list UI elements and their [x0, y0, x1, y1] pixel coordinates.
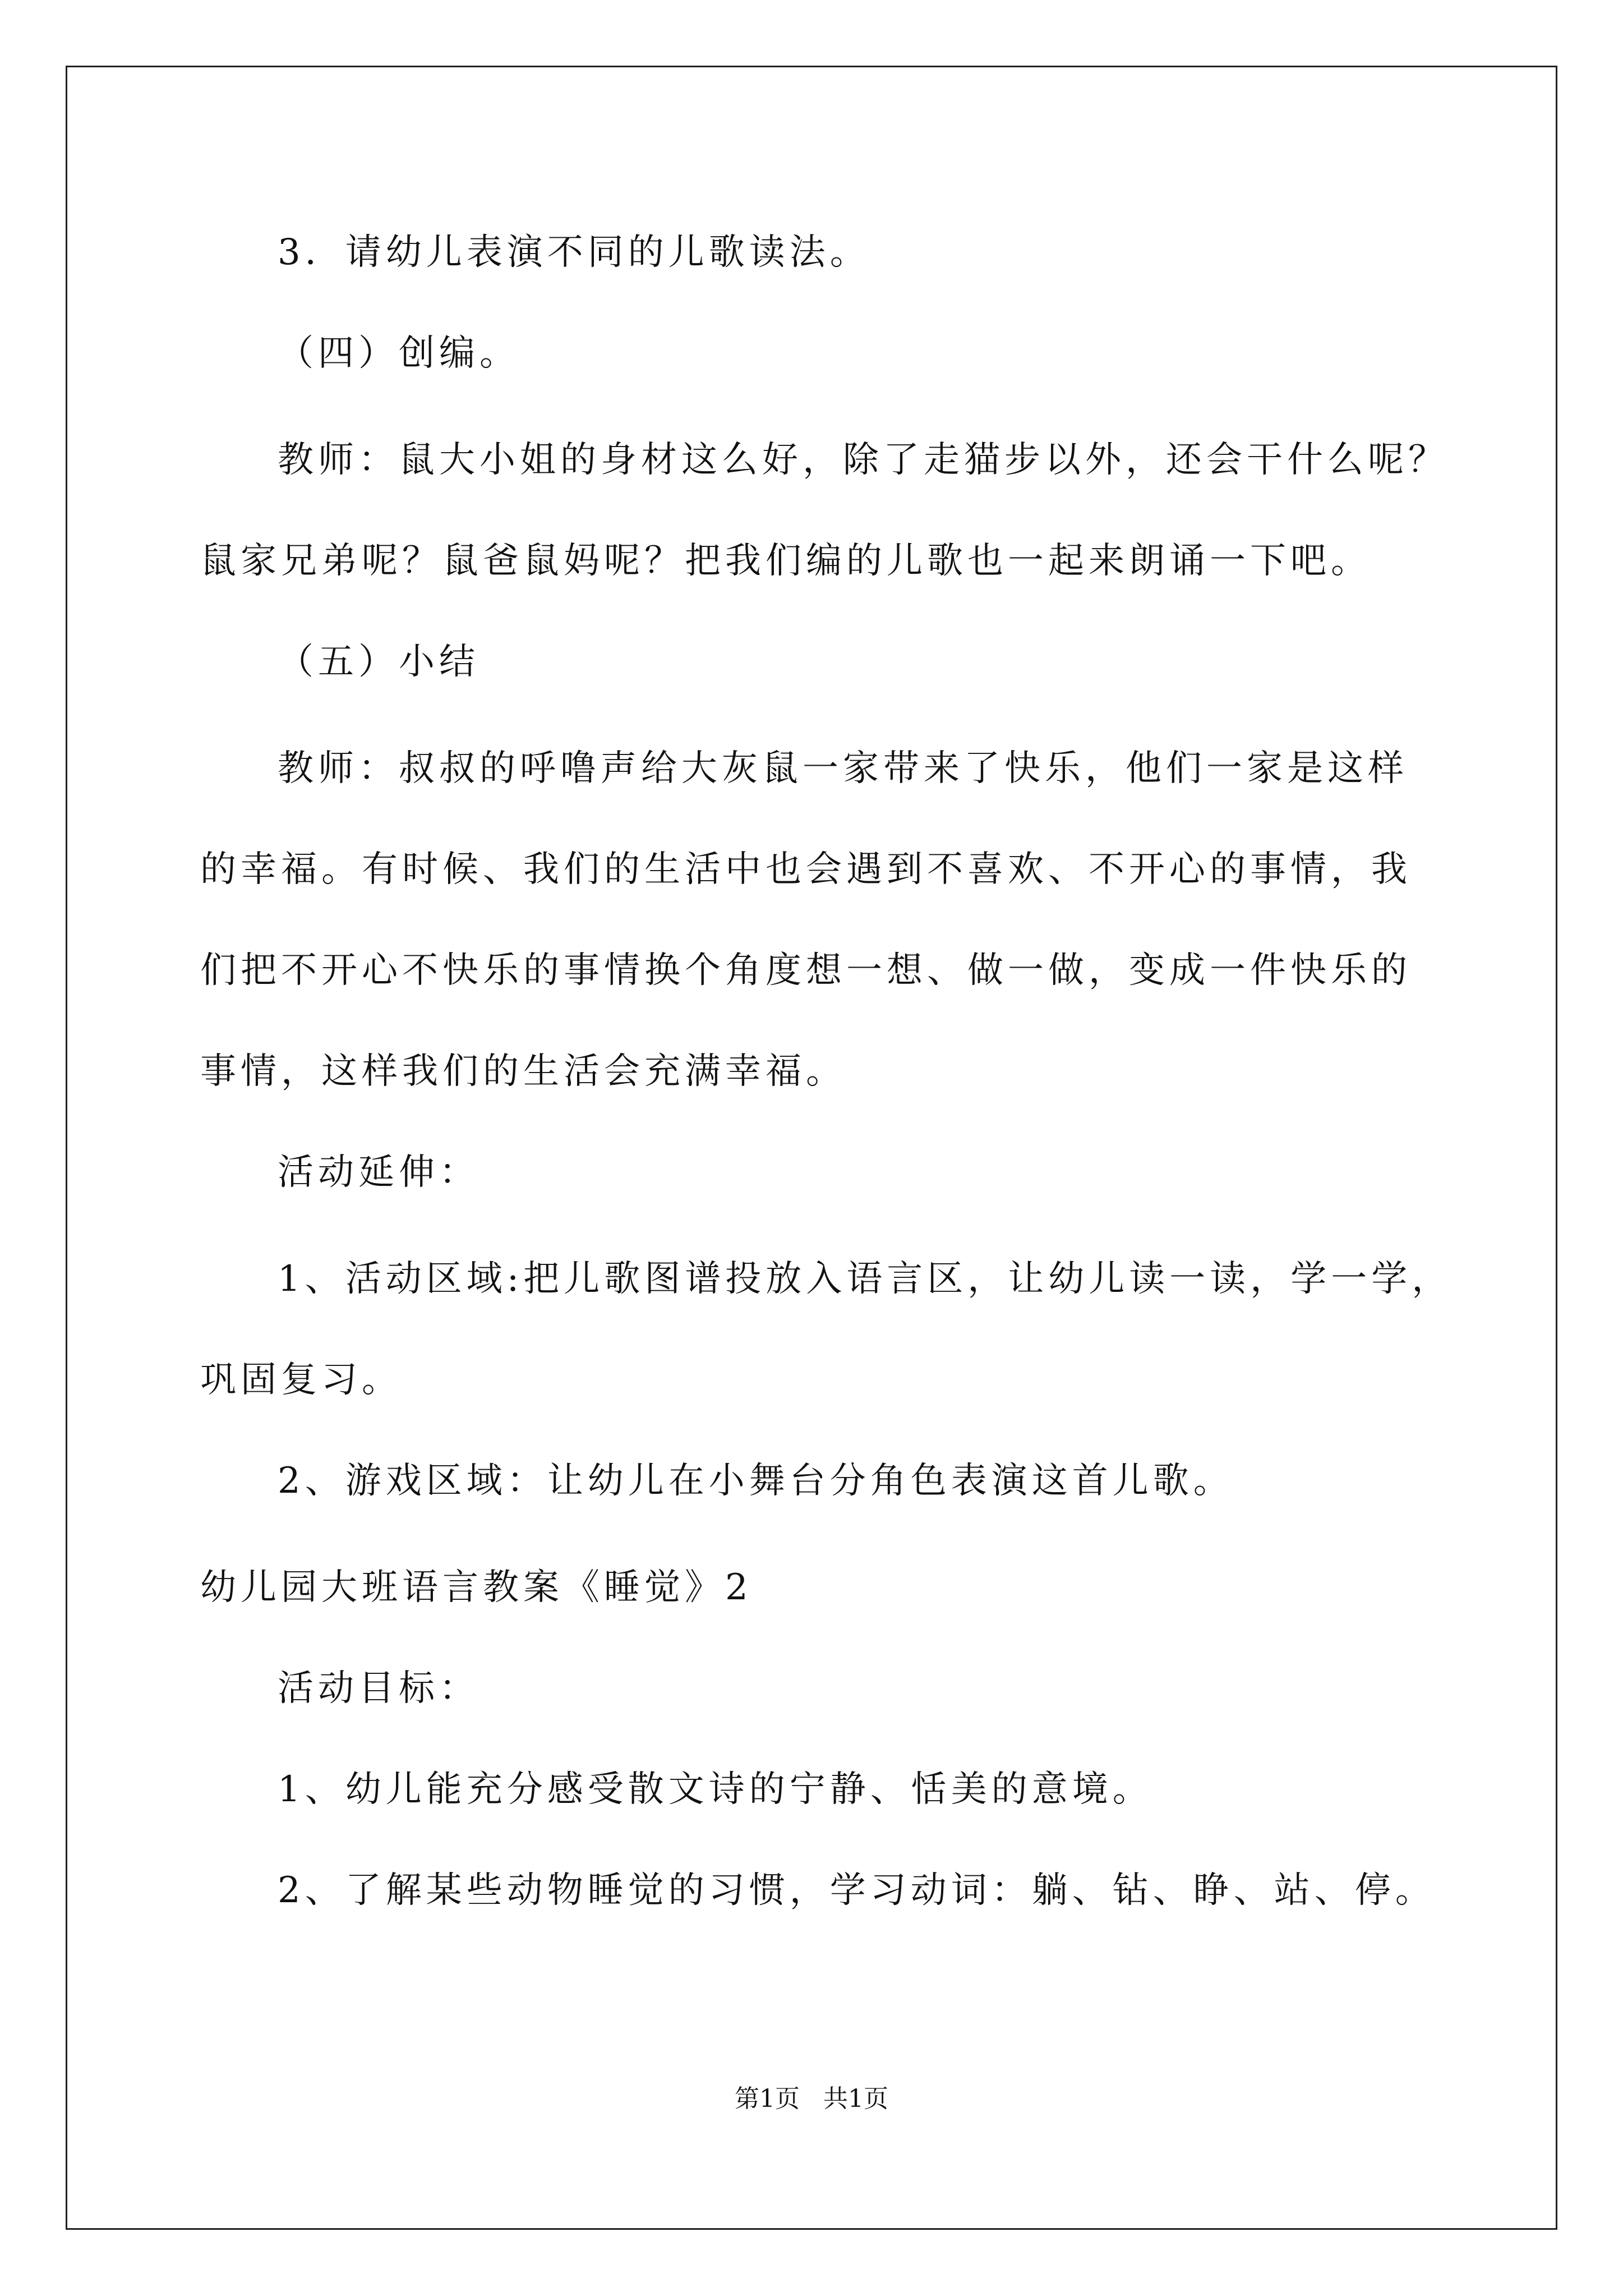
paragraph-line: 教师：鼠大小姐的身材这么好，除了走猫步以外，还会干什么呢？	[278, 439, 1449, 481]
page-footer	[0, 2087, 1623, 2111]
paragraph-line: 事情，这样我们的生活会充满幸福。	[200, 1051, 846, 1092]
page-total: 共1页	[823, 2085, 888, 2113]
section-heading: （五）小结	[278, 641, 479, 683]
section-heading: 活动延伸：	[278, 1152, 479, 1193]
document-title: 幼儿园大班语言教案《睡觉》2	[200, 1567, 753, 1608]
paragraph-line: 教师：叔叔的呼噜声给大灰鼠一家带来了快乐，他们一家是这样	[278, 748, 1408, 789]
paragraph-line: 巩固复习。	[200, 1359, 402, 1401]
paragraph-line: 的幸福。有时候、我们的生活中也会遇到不喜欢、不开心的事情，我	[200, 849, 1412, 890]
paragraph-line: 们把不开心不快乐的事情换个角度想一想、做一做，变成一件快乐的	[200, 950, 1412, 991]
paragraph-line: 1、幼儿能充分感受散文诗的宁静、恬美的意境。	[278, 1769, 1153, 1810]
section-heading: （四）创编。	[278, 333, 520, 374]
paragraph-line: 1、活动区域:把儿歌图谱投放入语言区，让幼儿读一读，学一学，	[278, 1258, 1453, 1300]
paragraph-line: 2、游戏区域：让幼儿在小舞台分角色表演这首儿歌。	[278, 1460, 1234, 1502]
page-number: 第1页	[735, 2085, 800, 2113]
section-heading: 活动目标：	[278, 1668, 479, 1709]
paragraph-line: 2、了解某些动物睡觉的习惯，学习动词：躺、钻、睁、站、停。	[278, 1870, 1436, 1911]
paragraph-line: 鼠家兄弟呢？鼠爸鼠妈呢？把我们编的儿歌也一起来朗诵一下吧。	[200, 540, 1371, 582]
paragraph-line: 3．请幼儿表演不同的儿歌读法。	[278, 232, 870, 273]
